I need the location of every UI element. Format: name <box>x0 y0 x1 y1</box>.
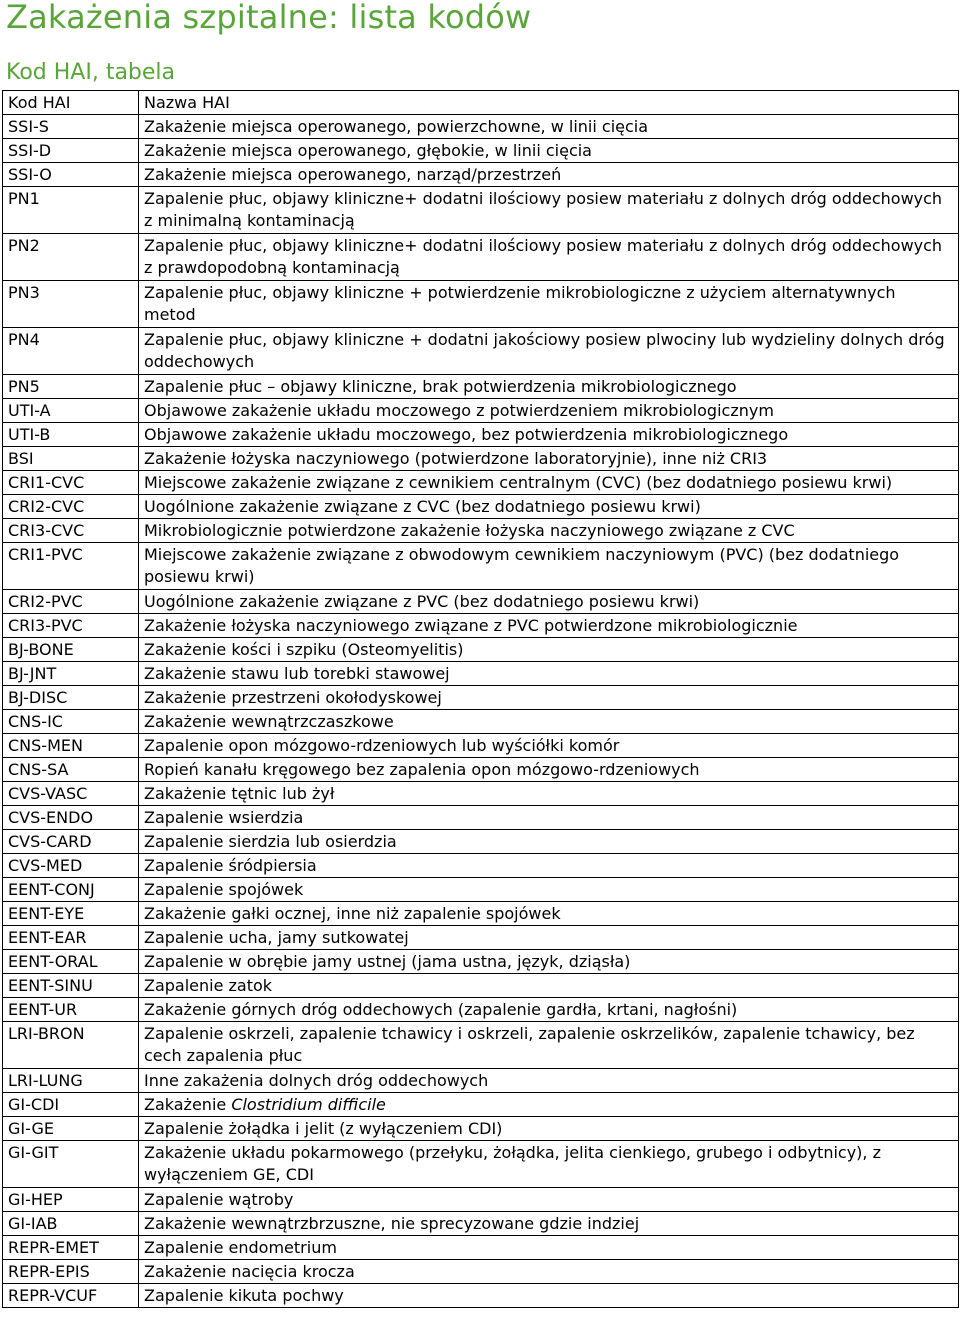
hai-name-cell: Zakażenie kości i szpiku (Osteomyelitis) <box>139 638 959 662</box>
table-row <box>3 234 959 281</box>
hai-code-cell: CRI1-CVC <box>3 471 139 495</box>
hai-code-cell: CVS-MED <box>3 854 139 878</box>
hai-name-cell: Inne zakażenia dolnych dróg oddechowych <box>139 1069 959 1093</box>
table-row <box>3 758 959 782</box>
table-row <box>3 686 959 710</box>
table-row <box>3 638 959 662</box>
hai-code-cell: SSI-O <box>3 163 139 187</box>
hai-name-cell: Zakażenie łożyska naczyniowego związane z PVC potwierdzone mikrobiologicznie <box>139 614 959 638</box>
table-row <box>3 830 959 854</box>
hai-name-cell: Zapalenie płuc – objawy kliniczne, brak potwierdzenia mikrobiologicznego <box>139 375 959 399</box>
table-row <box>3 115 959 139</box>
table-row <box>3 926 959 950</box>
hai-name-cell: Miejscowe zakażenie związane z obwodowym cewnikiem naczyniowym (PVC) (bez dodatniego posiewu krwi) <box>139 543 959 590</box>
hai-code-cell: CRI3-PVC <box>3 614 139 638</box>
hai-name-cell: Zapalenie kikuta pochwy <box>139 1284 959 1308</box>
hai-code-cell: EENT-SINU <box>3 974 139 998</box>
table-row <box>3 710 959 734</box>
table-row <box>3 423 959 447</box>
hai-name-cell: Zakażenie miejsca operowanego, powierzchowne, w linii cięcia <box>139 115 959 139</box>
table-row <box>3 878 959 902</box>
hai-name-cell: Zapalenie ucha, jamy sutkowatej <box>139 926 959 950</box>
table-row <box>3 495 959 519</box>
hai-name-cell: Zapalenie endometrium <box>139 1236 959 1260</box>
table-row <box>3 902 959 926</box>
hai-code-cell: PN4 <box>3 328 139 375</box>
table-row <box>3 139 959 163</box>
hai-name-cell: Uogólnione zakażenie związane z PVC (bez dodatniego posiewu krwi) <box>139 590 959 614</box>
hai-name-italic-text: Clostridium difficile <box>231 1095 386 1114</box>
hai-code-cell: CNS-SA <box>3 758 139 782</box>
table-row <box>3 399 959 423</box>
hai-name-cell: Zakażenie gałki ocznej, inne niż zapalenie spojówek <box>139 902 959 926</box>
table-row <box>3 328 959 375</box>
hai-name-cell: Objawowe zakażenie układu moczowego z potwierdzeniem mikrobiologicznym <box>139 399 959 423</box>
hai-name-cell: Zakażenie przestrzeni okołodyskowej <box>139 686 959 710</box>
table-row <box>3 1212 959 1236</box>
hai-code-cell: GI-HEP <box>3 1188 139 1212</box>
table-row <box>3 447 959 471</box>
table-row <box>3 375 959 399</box>
section-title: Kod HAI, tabela <box>6 60 176 85</box>
hai-code-cell: CNS-MEN <box>3 734 139 758</box>
page-title: Zakażenia szpitalne: lista kodów <box>6 0 532 36</box>
table-header-row <box>3 91 959 115</box>
hai-code-cell: LRI-LUNG <box>3 1069 139 1093</box>
hai-name-cell <box>139 1093 959 1117</box>
hai-name-cell: Zapalenie w obrębie jamy ustnej (jama ustna, język, dziąsła) <box>139 950 959 974</box>
table-row <box>3 1117 959 1141</box>
table-row <box>3 543 959 590</box>
table-row <box>3 590 959 614</box>
table-row <box>3 662 959 686</box>
hai-name-cell: Zakażenie miejsca operowanego, narząd/przestrzeń <box>139 163 959 187</box>
hai-code-cell: SSI-D <box>3 139 139 163</box>
hai-name-cell: Zakażenie tętnic lub żył <box>139 782 959 806</box>
hai-code-cell: CRI2-PVC <box>3 590 139 614</box>
hai-name-cell: Zapalenie spojówek <box>139 878 959 902</box>
hai-name-text: Zakażenie <box>144 1095 232 1114</box>
hai-name-cell: Zapalenie śródpiersia <box>139 854 959 878</box>
hai-code-table <box>2 90 959 1308</box>
table-row <box>3 1236 959 1260</box>
hai-name-cell: Zakażenie wewnątrzbrzuszne, nie sprecyzowane gdzie indziej <box>139 1212 959 1236</box>
hai-code-cell: PN1 <box>3 187 139 234</box>
hai-code-cell: PN3 <box>3 281 139 328</box>
hai-code-cell: LRI-BRON <box>3 1022 139 1069</box>
hai-code-cell: GI-GIT <box>3 1141 139 1188</box>
hai-name-cell: Zakażenie układu pokarmowego (przełyku, żołądka, jelita cienkiego, grubego i odbytnicy), z wyłączeniem GE, CDI <box>139 1141 959 1188</box>
table-row <box>3 950 959 974</box>
hai-name-cell: Objawowe zakażenie układu moczowego, bez potwierdzenia mikrobiologicznego <box>139 423 959 447</box>
hai-name-cell: Zakażenie wewnątrzczaszkowe <box>139 710 959 734</box>
hai-code-cell: CNS-IC <box>3 710 139 734</box>
hai-name-cell: Zapalenie wątroby <box>139 1188 959 1212</box>
table-row <box>3 1022 959 1069</box>
hai-code-cell: BSI <box>3 447 139 471</box>
table-row <box>3 854 959 878</box>
table-row <box>3 998 959 1022</box>
hai-code-cell: BJ-JNT <box>3 662 139 686</box>
table-row <box>3 1260 959 1284</box>
hai-code-cell: CVS-ENDO <box>3 806 139 830</box>
hai-name-cell: Zakażenie miejsca operowanego, głębokie, w linii cięcia <box>139 139 959 163</box>
hai-name-cell: Zakażenie nacięcia krocza <box>139 1260 959 1284</box>
table-row <box>3 1141 959 1188</box>
hai-code-cell: CRI1-PVC <box>3 543 139 590</box>
hai-code-cell: CRI3-CVC <box>3 519 139 543</box>
hai-name-cell: Zapalenie zatok <box>139 974 959 998</box>
hai-code-cell: EENT-EYE <box>3 902 139 926</box>
table-row <box>3 281 959 328</box>
hai-code-cell: UTI-B <box>3 423 139 447</box>
table-row <box>3 1069 959 1093</box>
hai-name-cell: Zapalenie sierdzia lub osierdzia <box>139 830 959 854</box>
hai-name-cell: Zapalenie płuc, objawy kliniczne+ dodatni ilościowy posiew materiału z dolnych dróg oddechowych z prawdopodobną kontaminacją <box>139 234 959 281</box>
column-header-name: Nazwa HAI <box>139 91 959 115</box>
hai-code-cell: REPR-EMET <box>3 1236 139 1260</box>
table-row <box>3 519 959 543</box>
hai-name-cell: Ropień kanału kręgowego bez zapalenia opon mózgowo-rdzeniowych <box>139 758 959 782</box>
hai-name-cell: Zapalenie opon mózgowo-rdzeniowych lub wyściółki komór <box>139 734 959 758</box>
hai-code-cell: SSI-S <box>3 115 139 139</box>
table-row <box>3 187 959 234</box>
table-row <box>3 163 959 187</box>
hai-code-cell: CVS-VASC <box>3 782 139 806</box>
column-header-code: Kod HAI <box>3 91 139 115</box>
table-row <box>3 614 959 638</box>
table-row <box>3 806 959 830</box>
hai-code-cell: GI-GE <box>3 1117 139 1141</box>
hai-name-cell: Zapalenie oskrzeli, zapalenie tchawicy i oskrzeli, zapalenie oskrzelików, zapalenie tchawicy, bez cech zapalenia płuc <box>139 1022 959 1069</box>
hai-code-cell: EENT-CONJ <box>3 878 139 902</box>
table-row <box>3 974 959 998</box>
hai-code-cell: REPR-EPIS <box>3 1260 139 1284</box>
hai-code-cell: GI-CDI <box>3 1093 139 1117</box>
hai-code-cell: GI-IAB <box>3 1212 139 1236</box>
hai-name-cell: Miejscowe zakażenie związane z cewnikiem centralnym (CVC) (bez dodatniego posiewu krwi) <box>139 471 959 495</box>
hai-code-cell: CVS-CARD <box>3 830 139 854</box>
hai-code-cell: EENT-EAR <box>3 926 139 950</box>
table-row <box>3 1093 959 1117</box>
hai-code-cell: UTI-A <box>3 399 139 423</box>
hai-name-cell: Mikrobiologicznie potwierdzone zakażenie łożyska naczyniowego związane z CVC <box>139 519 959 543</box>
hai-name-cell: Zapalenie żołądka i jelit (z wyłączeniem CDI) <box>139 1117 959 1141</box>
hai-code-cell: REPR-VCUF <box>3 1284 139 1308</box>
hai-name-cell: Zakażenie łożyska naczyniowego (potwierdzone laboratoryjnie), inne niż CRI3 <box>139 447 959 471</box>
hai-code-cell: PN5 <box>3 375 139 399</box>
table-row <box>3 1284 959 1308</box>
hai-name-cell: Zapalenie płuc, objawy kliniczne + potwierdzenie mikrobiologiczne z użyciem alternatywnych metod <box>139 281 959 328</box>
hai-name-cell: Zapalenie płuc, objawy kliniczne + dodatni jakościowy posiew plwociny lub wydzieliny dolnych dróg oddechowych <box>139 328 959 375</box>
hai-name-cell: Zapalenie płuc, objawy kliniczne+ dodatni ilościowy posiew materiału z dolnych dróg oddechowych z minimalną kontaminacją <box>139 187 959 234</box>
table-row <box>3 1188 959 1212</box>
hai-name-cell: Zakażenie górnych dróg oddechowych (zapalenie gardła, krtani, nagłośni) <box>139 998 959 1022</box>
hai-name-cell: Zapalenie wsierdzia <box>139 806 959 830</box>
hai-code-cell: EENT-ORAL <box>3 950 139 974</box>
table-row <box>3 471 959 495</box>
hai-code-cell: BJ-DISC <box>3 686 139 710</box>
hai-name-cell: Uogólnione zakażenie związane z CVC (bez dodatniego posiewu krwi) <box>139 495 959 519</box>
hai-code-cell: PN2 <box>3 234 139 281</box>
hai-code-cell: EENT-UR <box>3 998 139 1022</box>
hai-code-cell: BJ-BONE <box>3 638 139 662</box>
hai-name-cell: Zakażenie stawu lub torebki stawowej <box>139 662 959 686</box>
table-row <box>3 782 959 806</box>
hai-code-cell: CRI2-CVC <box>3 495 139 519</box>
table-row <box>3 734 959 758</box>
